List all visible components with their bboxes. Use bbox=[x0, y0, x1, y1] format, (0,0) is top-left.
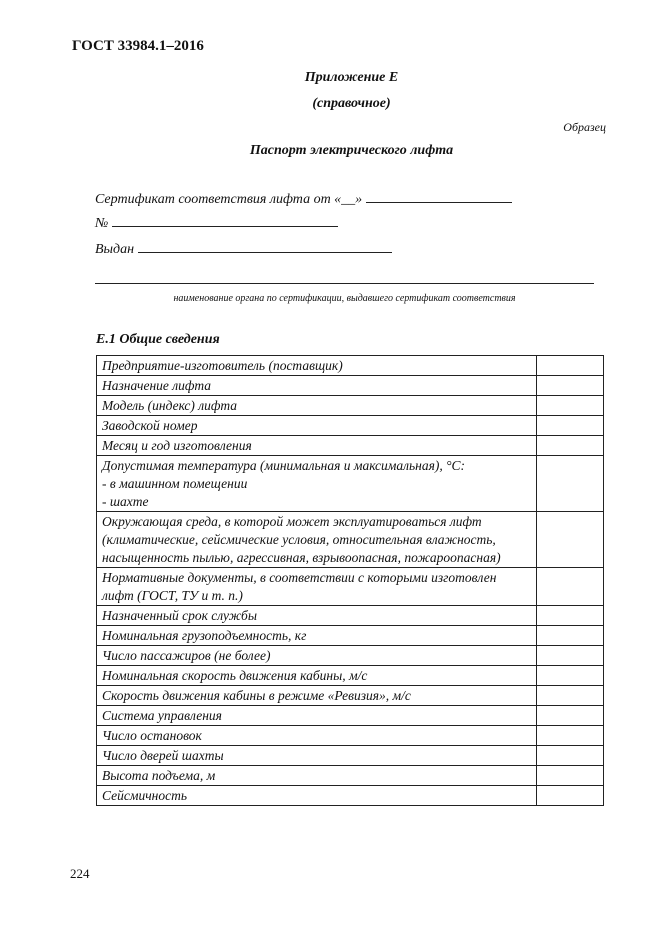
row-value-cell[interactable] bbox=[537, 512, 604, 568]
row-label: Сейсмичность bbox=[97, 786, 537, 806]
row-value-cell[interactable] bbox=[537, 686, 604, 706]
row-value-cell[interactable] bbox=[537, 726, 604, 746]
row-label: Месяц и год изготовления bbox=[97, 436, 537, 456]
table-row bbox=[97, 766, 604, 786]
row-value-cell[interactable] bbox=[537, 356, 604, 376]
row-value-cell[interactable] bbox=[537, 416, 604, 436]
issuer-caption: наименование органа по сертификации, выдавшего сертификат соответствия bbox=[173, 293, 516, 304]
row-value-cell[interactable] bbox=[537, 666, 604, 686]
issued-by-field bbox=[95, 240, 392, 258]
table-row bbox=[97, 512, 604, 568]
row-value-cell[interactable] bbox=[537, 568, 604, 606]
table-row bbox=[97, 786, 604, 806]
row-value-cell[interactable] bbox=[537, 396, 604, 416]
certificate-number-field bbox=[95, 214, 338, 232]
table-row bbox=[97, 416, 604, 436]
table-row bbox=[97, 396, 604, 416]
row-label: Назначенный срок службы bbox=[97, 606, 537, 626]
row-label: Номинальная скорость движения кабины, м/с bbox=[97, 666, 537, 686]
table-row bbox=[97, 726, 604, 746]
row-value-cell[interactable] bbox=[537, 376, 604, 396]
appendix-title: Приложение Е bbox=[304, 70, 399, 85]
row-value-cell[interactable] bbox=[537, 706, 604, 726]
row-value-cell[interactable] bbox=[537, 746, 604, 766]
row-label: Число дверей шахты bbox=[97, 746, 537, 766]
issued-by-label: Выдан bbox=[95, 242, 135, 257]
standard-header: ГОСТ 33984.1–2016 bbox=[72, 38, 204, 54]
row-label: Высота подъема, м bbox=[97, 766, 537, 786]
table-row bbox=[97, 456, 604, 512]
row-label: Скорость движения кабины в режиме «Ревизия», м/с bbox=[97, 686, 537, 706]
issuer-name-line bbox=[95, 283, 594, 284]
table-row bbox=[97, 706, 604, 726]
row-label: Модель (индекс) лифта bbox=[97, 396, 537, 416]
table-row bbox=[97, 746, 604, 766]
row-label: Заводской номер bbox=[97, 416, 537, 436]
row-label: Окружающая среда, в которой может эксплуатироваться лифт (климатические, сейсмические условия, относительная влажность, насыщенность пылью, агрессивная, взрывоопасная, пожароопасная) bbox=[97, 512, 537, 568]
page-number: 224 bbox=[70, 866, 90, 881]
row-value-cell[interactable] bbox=[537, 626, 604, 646]
appendix-note: (справочное) bbox=[312, 96, 391, 111]
row-value-cell[interactable] bbox=[537, 646, 604, 666]
table-row bbox=[97, 356, 604, 376]
row-value-cell[interactable] bbox=[537, 766, 604, 786]
row-label: Допустимая температура (минимальная и максимальная), °С: - в машинном помещении - шахте bbox=[97, 456, 537, 512]
general-info-table-body bbox=[97, 356, 604, 806]
sample-label: Образец bbox=[563, 120, 606, 134]
row-value-cell[interactable] bbox=[537, 456, 604, 512]
section-title: Е.1 Общие сведения bbox=[96, 332, 220, 347]
row-label: Число остановок bbox=[97, 726, 537, 746]
table-row bbox=[97, 646, 604, 666]
certificate-date-label: Сертификат соответствия лифта от «__» bbox=[95, 192, 363, 207]
certificate-date-field bbox=[95, 190, 512, 208]
row-value-cell[interactable] bbox=[537, 606, 604, 626]
row-value-cell[interactable] bbox=[537, 436, 604, 456]
issued-by-blank bbox=[138, 240, 392, 253]
table-row bbox=[97, 606, 604, 626]
certificate-number-label: № bbox=[95, 216, 109, 231]
row-label: Система управления bbox=[97, 706, 537, 726]
row-label: Номинальная грузоподъемность, кг bbox=[97, 626, 537, 646]
table-row bbox=[97, 436, 604, 456]
table-row bbox=[97, 686, 604, 706]
table-row bbox=[97, 666, 604, 686]
table-row bbox=[97, 568, 604, 606]
row-label: Нормативные документы, в соответствии с которыми изготовлен лифт (ГОСТ, ТУ и т. п.) bbox=[97, 568, 537, 606]
certificate-date-blank bbox=[366, 190, 512, 203]
row-label: Число пассажиров (не более) bbox=[97, 646, 537, 666]
certificate-number-blank bbox=[112, 214, 338, 227]
general-info-table bbox=[96, 355, 604, 806]
row-value-cell[interactable] bbox=[537, 786, 604, 806]
row-label: Предприятие-изготовитель (поставщик) bbox=[97, 356, 537, 376]
table-row bbox=[97, 626, 604, 646]
row-label: Назначение лифта bbox=[97, 376, 537, 396]
document-title: Паспорт электрического лифта bbox=[249, 143, 454, 158]
table-row bbox=[97, 376, 604, 396]
